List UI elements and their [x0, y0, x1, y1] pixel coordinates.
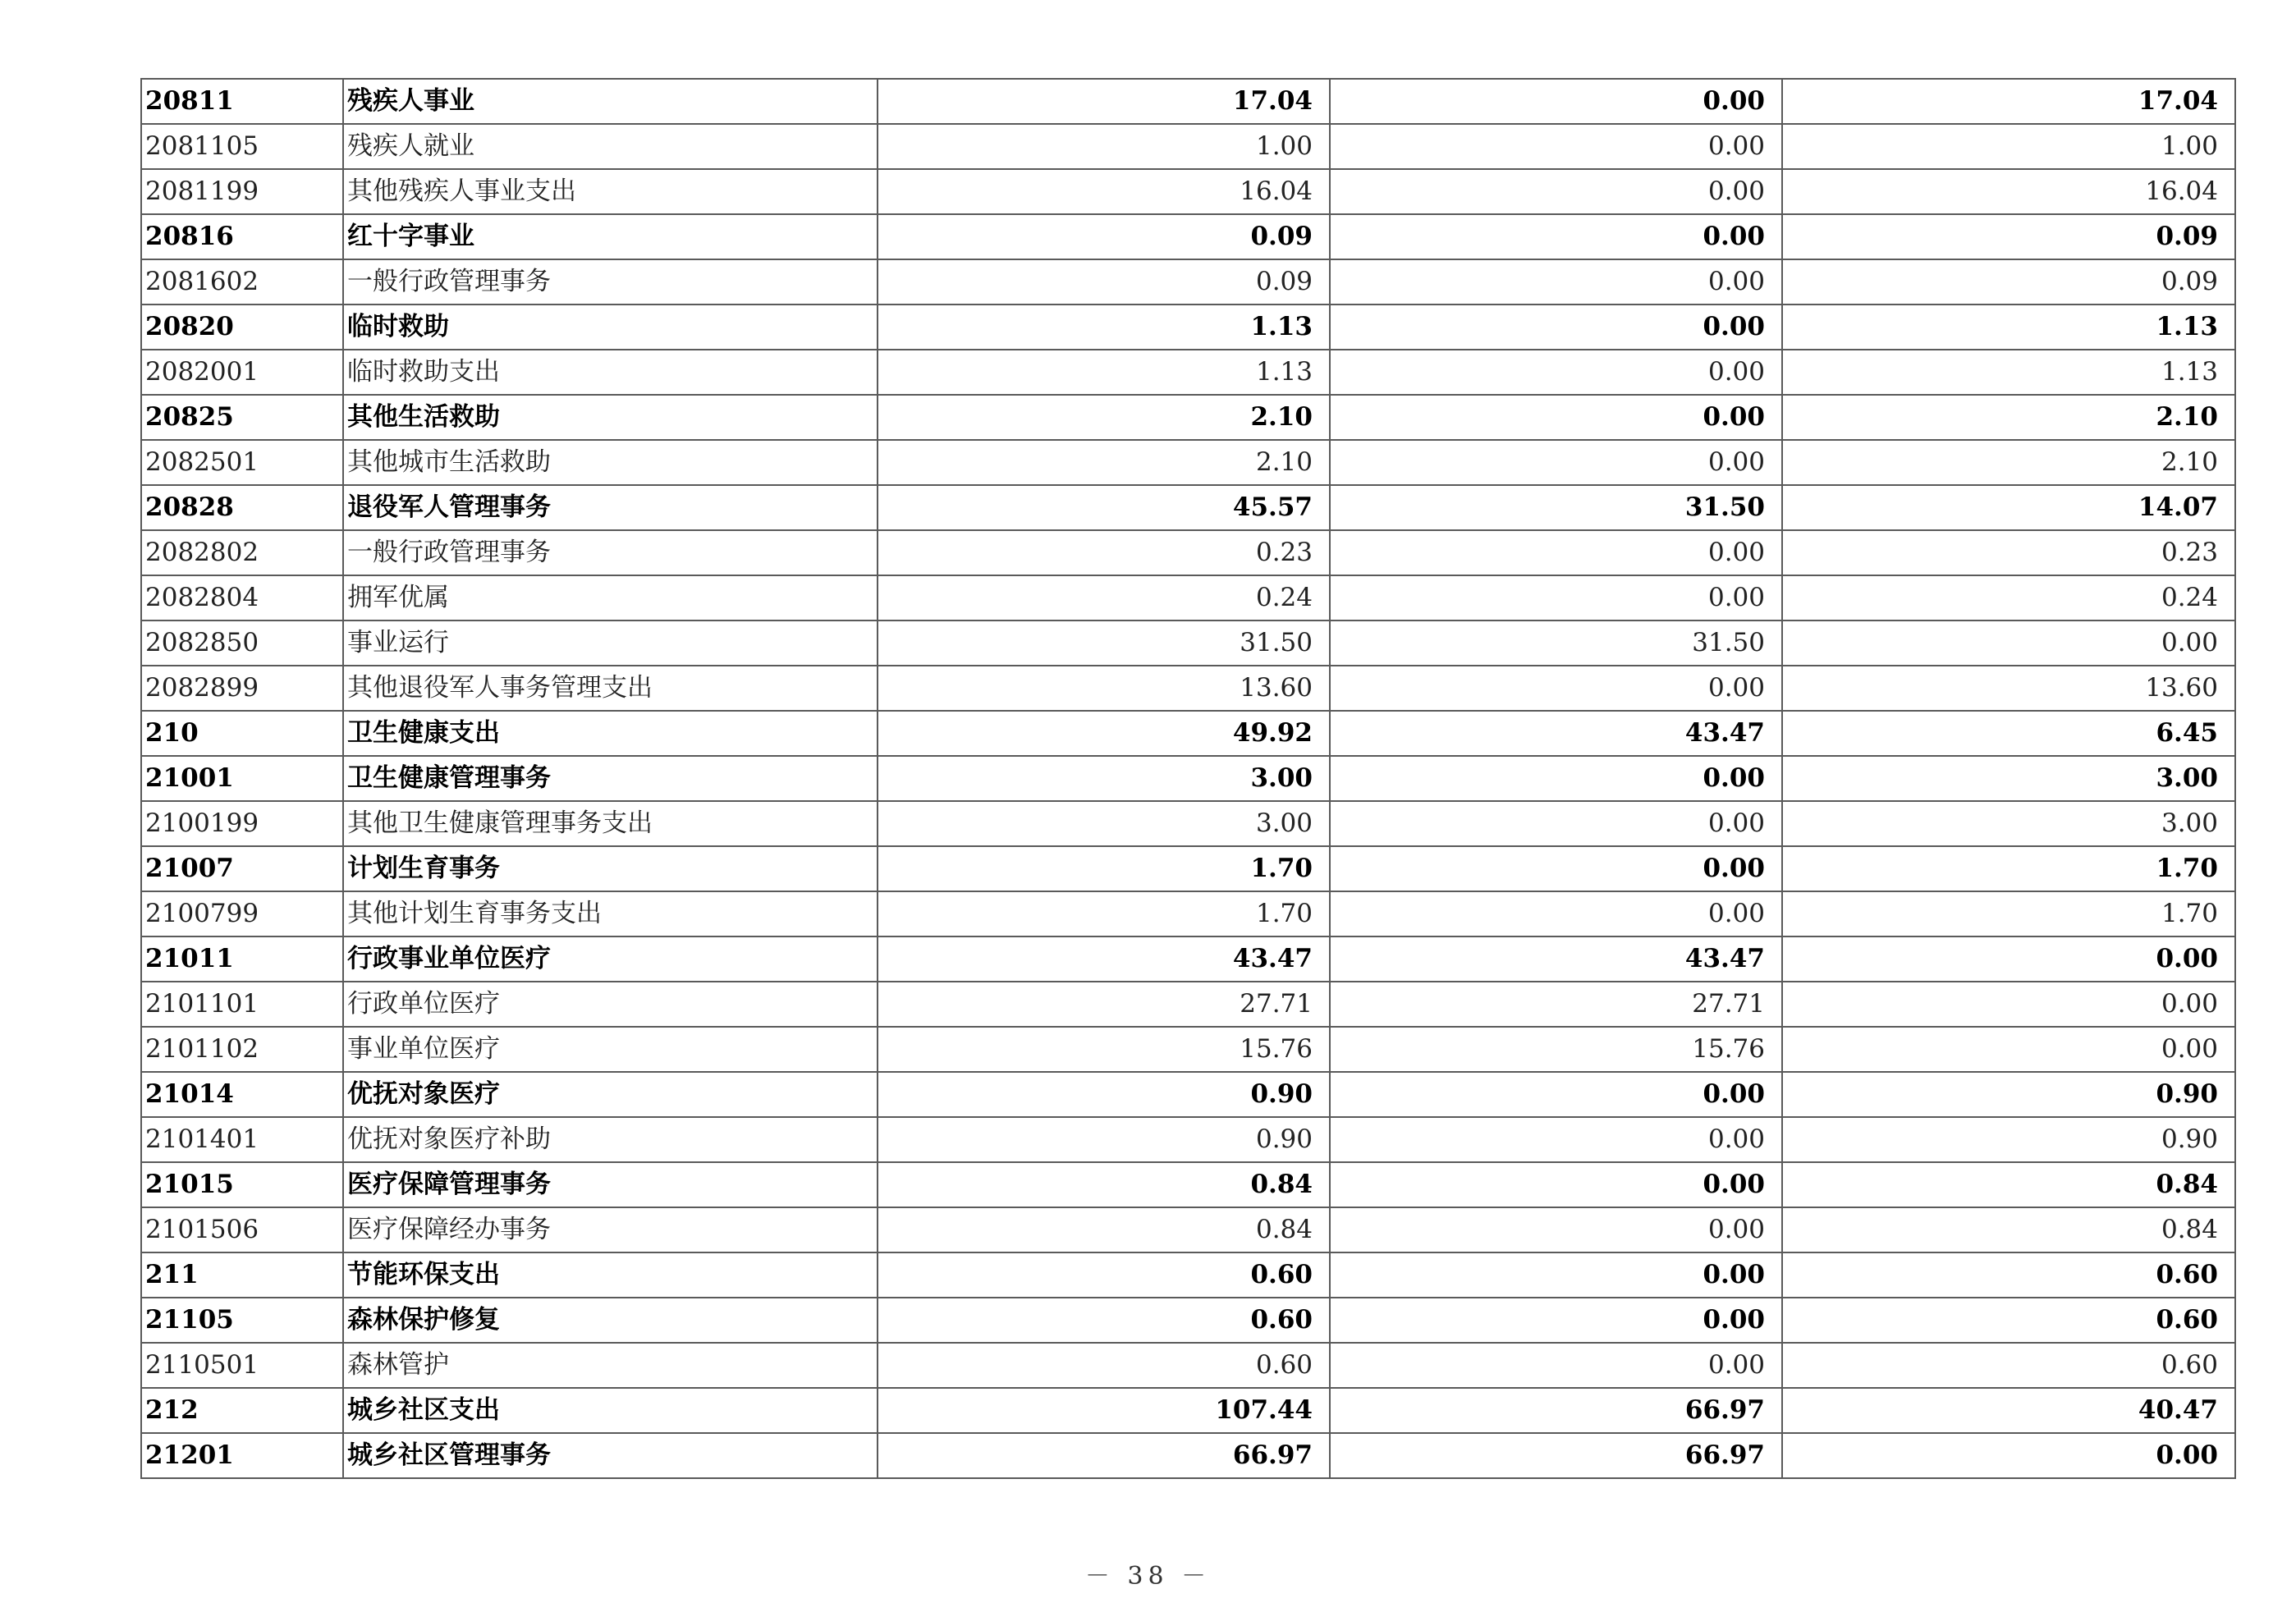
cell-total: 3.00 — [878, 801, 1330, 846]
cell-project: 0.90 — [1782, 1117, 2235, 1162]
cell-project: 0.60 — [1782, 1343, 2235, 1388]
cell-total: 0.84 — [878, 1162, 1330, 1207]
cell-total: 49.92 — [878, 711, 1330, 756]
cell-project: 0.09 — [1782, 214, 2235, 259]
cell-name: 事业单位医疗 — [343, 1027, 878, 1072]
cell-code: 212 — [141, 1388, 343, 1433]
page-number: － 38 － — [1084, 1562, 1212, 1591]
cell-project: 0.24 — [1782, 575, 2235, 620]
cell-total: 66.97 — [878, 1433, 1330, 1478]
cell-code: 21001 — [141, 756, 343, 801]
cell-basic: 0.00 — [1330, 801, 1782, 846]
cell-project: 0.90 — [1782, 1072, 2235, 1117]
cell-total: 107.44 — [878, 1388, 1330, 1433]
cell-project: 0.60 — [1782, 1252, 2235, 1298]
cell-name: 森林保护修复 — [343, 1298, 878, 1343]
cell-code: 2082804 — [141, 575, 343, 620]
cell-project: 0.23 — [1782, 530, 2235, 575]
cell-code: 21014 — [141, 1072, 343, 1117]
cell-total: 3.00 — [878, 756, 1330, 801]
cell-name: 其他城市生活救助 — [343, 440, 878, 485]
cell-project: 0.84 — [1782, 1162, 2235, 1207]
cell-project: 0.09 — [1782, 259, 2235, 305]
cell-project: 2.10 — [1782, 395, 2235, 440]
cell-basic: 0.00 — [1330, 575, 1782, 620]
table-row — [141, 575, 2235, 620]
table-row — [141, 1072, 2235, 1117]
cell-name: 优抚对象医疗 — [343, 1072, 878, 1117]
cell-project: 14.07 — [1782, 485, 2235, 530]
cell-project: 3.00 — [1782, 801, 2235, 846]
cell-total: 2.10 — [878, 440, 1330, 485]
cell-code: 2101101 — [141, 982, 343, 1027]
cell-basic: 0.00 — [1330, 305, 1782, 350]
cell-project: 1.70 — [1782, 846, 2235, 891]
table-row — [141, 485, 2235, 530]
table-row — [141, 1298, 2235, 1343]
cell-total: 0.09 — [878, 214, 1330, 259]
table-row — [141, 982, 2235, 1027]
cell-basic: 0.00 — [1330, 1252, 1782, 1298]
cell-total: 1.13 — [878, 305, 1330, 350]
cell-basic: 15.76 — [1330, 1027, 1782, 1072]
cell-code: 21201 — [141, 1433, 343, 1478]
cell-name: 其他残疾人事业支出 — [343, 169, 878, 214]
cell-basic: 0.00 — [1330, 124, 1782, 169]
cell-name: 其他卫生健康管理事务支出 — [343, 801, 878, 846]
cell-name: 事业运行 — [343, 620, 878, 666]
cell-basic: 0.00 — [1330, 350, 1782, 395]
table-row — [141, 891, 2235, 936]
cell-project: 0.00 — [1782, 620, 2235, 666]
cell-code: 2082899 — [141, 666, 343, 711]
cell-total: 13.60 — [878, 666, 1330, 711]
cell-total: 1.70 — [878, 891, 1330, 936]
cell-name: 一般行政管理事务 — [343, 530, 878, 575]
cell-basic: 66.97 — [1330, 1388, 1782, 1433]
cell-code: 2082850 — [141, 620, 343, 666]
cell-basic: 0.00 — [1330, 1207, 1782, 1252]
cell-total: 0.90 — [878, 1072, 1330, 1117]
table-row — [141, 801, 2235, 846]
cell-code: 210 — [141, 711, 343, 756]
cell-basic: 0.00 — [1330, 1072, 1782, 1117]
cell-name: 拥军优属 — [343, 575, 878, 620]
cell-code: 211 — [141, 1252, 343, 1298]
table-row — [141, 1388, 2235, 1433]
cell-project: 17.04 — [1782, 79, 2235, 124]
cell-name: 其他生活救助 — [343, 395, 878, 440]
cell-basic: 43.47 — [1330, 936, 1782, 982]
cell-code: 2082501 — [141, 440, 343, 485]
cell-name: 森林管护 — [343, 1343, 878, 1388]
cell-total: 0.90 — [878, 1117, 1330, 1162]
table-row — [141, 169, 2235, 214]
cell-project: 2.10 — [1782, 440, 2235, 485]
cell-project: 6.45 — [1782, 711, 2235, 756]
cell-name: 行政单位医疗 — [343, 982, 878, 1027]
cell-project: 1.13 — [1782, 350, 2235, 395]
cell-total: 0.60 — [878, 1252, 1330, 1298]
cell-project: 0.00 — [1782, 982, 2235, 1027]
cell-basic: 0.00 — [1330, 756, 1782, 801]
cell-basic: 43.47 — [1330, 711, 1782, 756]
table-row — [141, 846, 2235, 891]
cell-code: 20811 — [141, 79, 343, 124]
table-row — [141, 1162, 2235, 1207]
cell-basic: 0.00 — [1330, 440, 1782, 485]
cell-basic: 0.00 — [1330, 259, 1782, 305]
cell-code: 2100799 — [141, 891, 343, 936]
cell-code: 21105 — [141, 1298, 343, 1343]
cell-basic: 0.00 — [1330, 891, 1782, 936]
cell-project: 1.13 — [1782, 305, 2235, 350]
cell-project: 13.60 — [1782, 666, 2235, 711]
cell-code: 21015 — [141, 1162, 343, 1207]
cell-name: 优抚对象医疗补助 — [343, 1117, 878, 1162]
table-row — [141, 1027, 2235, 1072]
cell-code: 2100199 — [141, 801, 343, 846]
cell-name: 临时救助支出 — [343, 350, 878, 395]
cell-total: 0.09 — [878, 259, 1330, 305]
cell-basic: 27.71 — [1330, 982, 1782, 1027]
cell-code: 2082001 — [141, 350, 343, 395]
cell-code: 2101506 — [141, 1207, 343, 1252]
table-row — [141, 620, 2235, 666]
cell-project: 0.84 — [1782, 1207, 2235, 1252]
cell-name: 残疾人就业 — [343, 124, 878, 169]
cell-basic: 31.50 — [1330, 620, 1782, 666]
cell-total: 17.04 — [878, 79, 1330, 124]
cell-project: 0.60 — [1782, 1298, 2235, 1343]
cell-name: 其他退役军人事务管理支出 — [343, 666, 878, 711]
cell-name: 节能环保支出 — [343, 1252, 878, 1298]
cell-name: 其他计划生育事务支出 — [343, 891, 878, 936]
cell-project: 40.47 — [1782, 1388, 2235, 1433]
cell-total: 0.23 — [878, 530, 1330, 575]
cell-basic: 0.00 — [1330, 214, 1782, 259]
cell-code: 2101102 — [141, 1027, 343, 1072]
cell-code: 20828 — [141, 485, 343, 530]
cell-basic: 0.00 — [1330, 846, 1782, 891]
cell-total: 27.71 — [878, 982, 1330, 1027]
cell-name: 计划生育事务 — [343, 846, 878, 891]
table-row — [141, 440, 2235, 485]
table-row — [141, 350, 2235, 395]
cell-total: 31.50 — [878, 620, 1330, 666]
cell-code: 21007 — [141, 846, 343, 891]
cell-name: 行政事业单位医疗 — [343, 936, 878, 982]
table-row — [141, 305, 2235, 350]
cell-code: 21011 — [141, 936, 343, 982]
table-row — [141, 530, 2235, 575]
table-row — [141, 124, 2235, 169]
cell-project: 0.00 — [1782, 1027, 2235, 1072]
cell-project: 3.00 — [1782, 756, 2235, 801]
cell-code: 20820 — [141, 305, 343, 350]
table-row — [141, 936, 2235, 982]
cell-name: 城乡社区支出 — [343, 1388, 878, 1433]
cell-total: 2.10 — [878, 395, 1330, 440]
cell-name: 卫生健康支出 — [343, 711, 878, 756]
cell-project: 0.00 — [1782, 1433, 2235, 1478]
budget-table-body — [141, 79, 2235, 1478]
table-row — [141, 79, 2235, 124]
cell-project: 16.04 — [1782, 169, 2235, 214]
cell-basic: 66.97 — [1330, 1433, 1782, 1478]
cell-total: 0.60 — [878, 1343, 1330, 1388]
table-row — [141, 756, 2235, 801]
cell-name: 医疗保障经办事务 — [343, 1207, 878, 1252]
cell-name: 医疗保障管理事务 — [343, 1162, 878, 1207]
table-row — [141, 666, 2235, 711]
cell-project: 1.00 — [1782, 124, 2235, 169]
cell-total: 1.70 — [878, 846, 1330, 891]
cell-basic: 0.00 — [1330, 395, 1782, 440]
cell-code: 2101401 — [141, 1117, 343, 1162]
cell-name: 残疾人事业 — [343, 79, 878, 124]
cell-name: 一般行政管理事务 — [343, 259, 878, 305]
cell-basic: 0.00 — [1330, 530, 1782, 575]
cell-total: 0.24 — [878, 575, 1330, 620]
cell-code: 2081199 — [141, 169, 343, 214]
table-row — [141, 1117, 2235, 1162]
table-row — [141, 711, 2235, 756]
cell-code: 2082802 — [141, 530, 343, 575]
cell-code: 20825 — [141, 395, 343, 440]
cell-code: 2110501 — [141, 1343, 343, 1388]
cell-name: 卫生健康管理事务 — [343, 756, 878, 801]
table-row — [141, 1433, 2235, 1478]
cell-total: 43.47 — [878, 936, 1330, 982]
table-row — [141, 1252, 2235, 1298]
cell-project: 1.70 — [1782, 891, 2235, 936]
table-row — [141, 1343, 2235, 1388]
cell-total: 15.76 — [878, 1027, 1330, 1072]
budget-table — [140, 78, 2236, 1479]
cell-total: 1.13 — [878, 350, 1330, 395]
table-row — [141, 259, 2235, 305]
cell-total: 0.84 — [878, 1207, 1330, 1252]
cell-basic: 0.00 — [1330, 1298, 1782, 1343]
cell-basic: 0.00 — [1330, 79, 1782, 124]
cell-name: 退役军人管理事务 — [343, 485, 878, 530]
cell-total: 16.04 — [878, 169, 1330, 214]
cell-basic: 0.00 — [1330, 1343, 1782, 1388]
cell-code: 2081602 — [141, 259, 343, 305]
cell-total: 0.60 — [878, 1298, 1330, 1343]
cell-code: 20816 — [141, 214, 343, 259]
table-row — [141, 214, 2235, 259]
cell-basic: 0.00 — [1330, 169, 1782, 214]
cell-name: 红十字事业 — [343, 214, 878, 259]
cell-name: 临时救助 — [343, 305, 878, 350]
cell-code: 2081105 — [141, 124, 343, 169]
table-row — [141, 395, 2235, 440]
cell-basic: 31.50 — [1330, 485, 1782, 530]
cell-name: 城乡社区管理事务 — [343, 1433, 878, 1478]
cell-total: 45.57 — [878, 485, 1330, 530]
cell-project: 0.00 — [1782, 936, 2235, 982]
cell-basic: 0.00 — [1330, 666, 1782, 711]
cell-basic: 0.00 — [1330, 1162, 1782, 1207]
cell-total: 1.00 — [878, 124, 1330, 169]
cell-basic: 0.00 — [1330, 1117, 1782, 1162]
table-row — [141, 1207, 2235, 1252]
